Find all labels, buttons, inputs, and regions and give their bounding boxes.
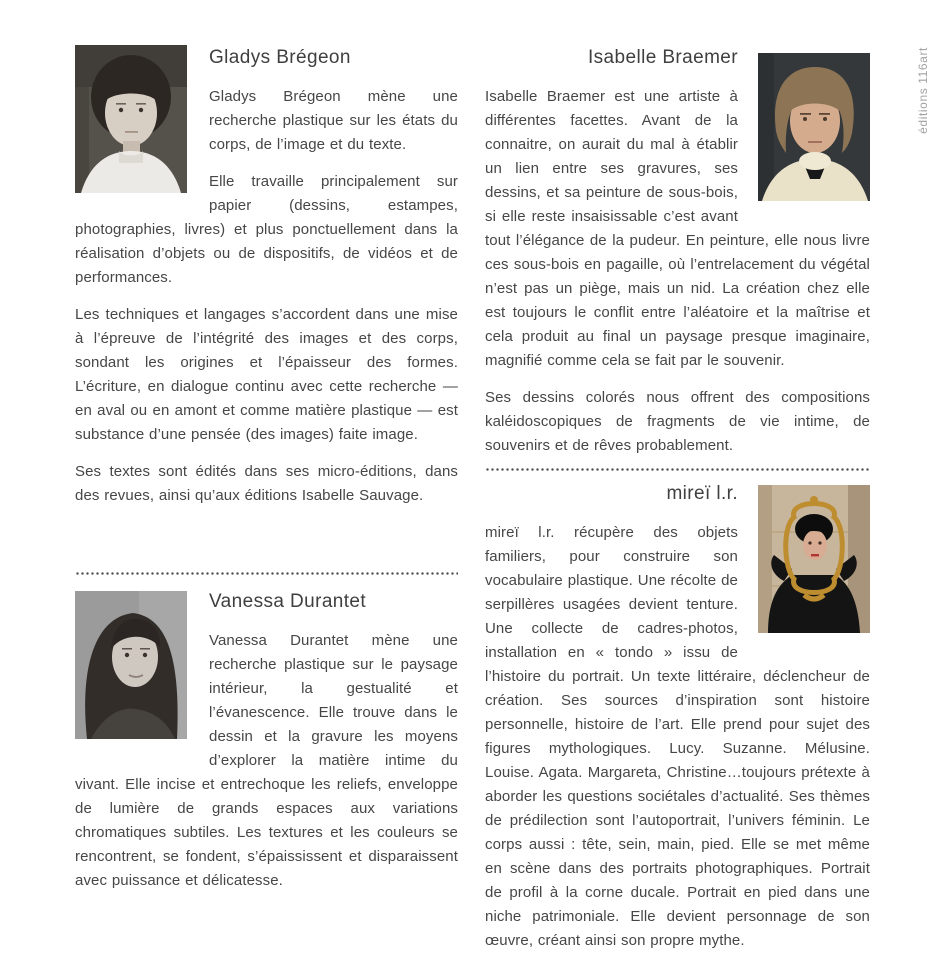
portrait-photo-gladys-bregeon: [75, 45, 187, 193]
artist-section-isabelle-braemer: [485, 45, 870, 458]
portrait-photo-vanessa-durantet: [75, 591, 187, 739]
edition-label: éditions 116art: [916, 47, 930, 134]
bio-paragraph: Les techniques et langages s’accordent dans une mise à l’épreuve de l’intégrité des images et des corps, sondant les origines et l’épaisseur des formes. L’écriture, en dialogue continu avec cette recherche — en aval ou en amont et comme matière plastique — est substance d’une pensée (des images) faite image.: [75, 306, 458, 443]
artist-name-mirei-lr: mireï l.r.: [666, 483, 738, 504]
portrait-photo-isabelle-braemer: [758, 53, 870, 201]
artist-section-vanessa-durantet: [75, 589, 458, 893]
bio-paragraph: Gladys Brégeon mène une recherche plastique sur les états du corps, de l’image et du texte.: [209, 88, 458, 153]
left-column: [75, 45, 458, 893]
artist-name-vanessa-durantet: Vanessa Durantet: [209, 591, 367, 612]
artist-name-isabelle-braemer: Isabelle Braemer: [587, 47, 738, 68]
bio-paragraph: Ses dessins colorés nous offrent des compositions kaléidoscopiques de fragments de vie intime, de souvenirs et de rêves probablement.: [485, 389, 870, 454]
bio-paragraph: Elle travaille principalement sur papier (dessins, estampes, photographies, livres) et plus ponctuellement dans la réalisation d’objets ou de dispositifs, de vidéos et de performances.: [75, 173, 458, 286]
bio-paragraph: Vanessa Durantet mène une recherche plastique sur le paysage intérieur, la gestualité et l’évanescence. Elle trouve dans le dessin et la gravure les moyens d’explorer la matière intime du vivant. Elle incise et entrechoque les reliefs, enveloppe de lumière de grands espaces aux variations chromatiques subtiles. Les textures et les couleurs se rencontrent, se fondent, s’épaississent et disparaissent avec puissance et délicatesse.: [75, 632, 458, 889]
artist-name-gladys-bregeon: Gladys Brégeon: [209, 47, 351, 68]
artist-section-gladys-bregeon: [75, 45, 458, 508]
portrait-illustration: [75, 591, 187, 739]
bio-paragraph: mireï l.r. récupère des objets familiers, pour construire son vocabulaire plastique. Une récolte de serpillères usagées devient tenture. Une collecte de cadres-photos, installation en « tondo » issu de l’histoire du portrait. Un texte littéraire, déclencheur de création. Ses sources d’inspiration sont histoire personnelle, histoire de l’art. Elle prend pour sujet des figures mythologiques. Lucy. Suzanne. Mélusine. Louise. Agata. Margareta, Christine…toujours prétexte à aborder les questions sociétales d’actualité. Ses thèmes de prédilection sont l’autoportrait, l’univers féminin. Le corps aussi : tête, sein, main, pied. Elle se met même en scène dans des portraits photographiques. Portrait de profil à la corne ducale. Portrait en pied dans une niche patrimoniale. Elle devient personnage de son œuvre, créant ainsi son propre mythe.: [485, 524, 870, 949]
portrait-photo-mirei-lr: [758, 485, 870, 633]
portrait-illustration: [758, 485, 870, 633]
portrait-illustration: [758, 53, 870, 201]
portrait-illustration: [75, 45, 187, 193]
bio-paragraph: Ses textes sont édités dans ses micro-éditions, dans des revues, ainsi qu’aux éditions Isabelle Sauvage.: [75, 463, 458, 504]
bio-paragraph: Isabelle Braemer est une artiste à différentes facettes. Avant de la connaitre, on aurait du mal à établir un lien entre ses gravures, ses dessins, et sa peinture de sous-bois, si elle reste insaisissable c’est avant tout l’élégance de la pudeur. En peinture, elle nous livre ces sous-bois en pagaille, où l’entrelacement du végétal n’est pas un piège, mais un nid. La création chez elle est toujours le conflit entre l’aléatoire et la maîtrise et cela produit au final un paysage presque imaginaire, magnifié comme cela se fait par le souvenir.: [485, 88, 870, 369]
dotted-divider-right: [485, 468, 870, 471]
artist-section-mirei-lr: [485, 481, 870, 953]
dotted-divider-left: [75, 572, 458, 575]
right-column: [485, 45, 870, 953]
